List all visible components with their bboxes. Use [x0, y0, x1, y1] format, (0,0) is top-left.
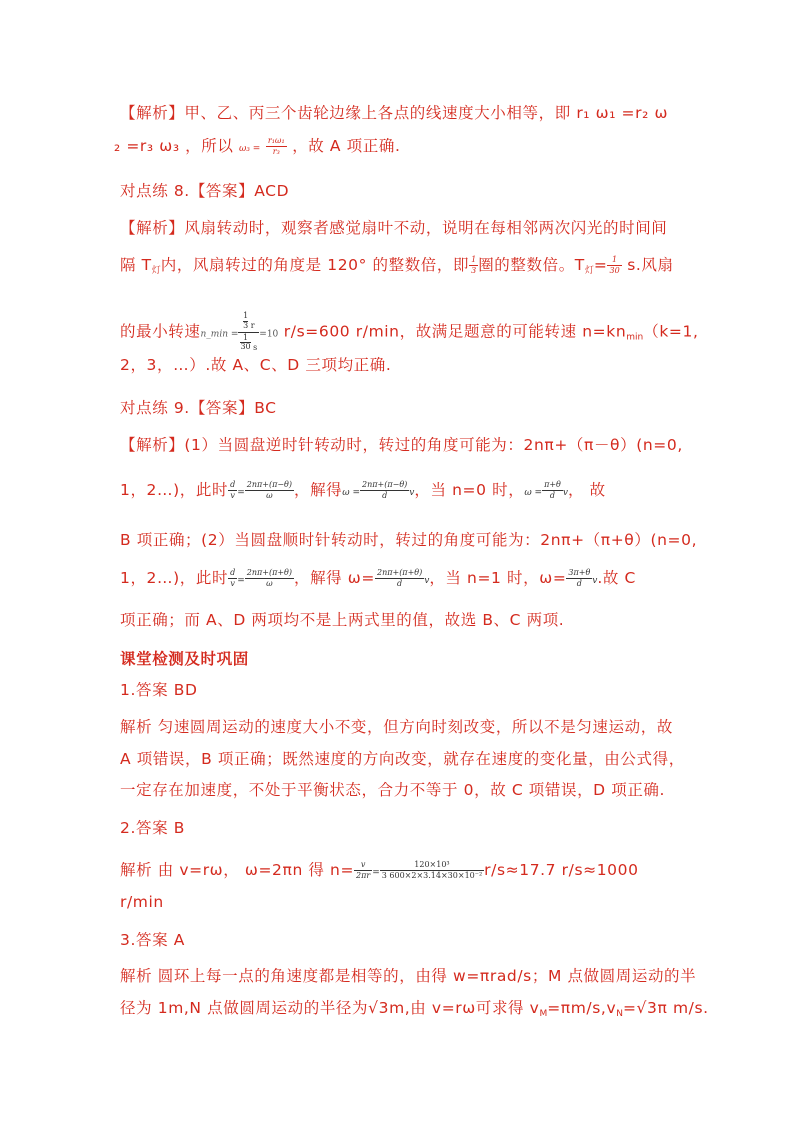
equals: = — [372, 868, 380, 878]
section-heading-text: 课堂检测及时巩固 — [120, 650, 249, 668]
fraction-denominator: ω — [266, 491, 273, 500]
fraction-denominator: 30 — [609, 266, 620, 275]
fraction-denominator: v — [230, 579, 235, 588]
n-min-rhs: =10 — [259, 329, 279, 340]
analysis-text: ，当 n=1 时，ω= — [429, 569, 567, 587]
inner-fraction — [243, 312, 248, 331]
analysis-text: 解析 圆环上每一点的角速度都是相等的，由得 w=πrad/s；M 点做圆周运动的半 — [120, 967, 697, 985]
compound-numerator — [238, 312, 259, 333]
fraction-denominator: r₃ — [272, 147, 280, 156]
analysis-text: r/min — [120, 893, 164, 911]
fraction-denominator: v — [230, 491, 235, 500]
exercise-8-analysis-line-4 — [120, 355, 391, 375]
fraction-numerator: r₁ω₁ — [267, 136, 285, 145]
analysis-text: 【解析】(1）当圆盘逆时针转动时，转过的角度可能为：2nπ+（π－θ）(n=0, — [120, 436, 683, 454]
fraction-r1w1-r3 — [266, 137, 287, 156]
subscript: 灯 — [151, 266, 161, 276]
fraction-numerator: 1 — [607, 256, 621, 266]
analysis-text: 【解析】风扇转动时，观察者感觉扇叶不动，说明在每相邻两次闪光的时间间 — [120, 219, 668, 237]
analysis-text: 项正确；而 A、D 两项均不是上两式里的值，故选 B、C 两项. — [120, 611, 565, 629]
fraction-angle-d — [360, 481, 409, 500]
analysis-gear-line-1 — [120, 103, 668, 123]
analysis-gear-line-2 — [114, 136, 400, 159]
analysis-text: 2，3，…）.故 A、C、D 三项均正确. — [120, 356, 392, 374]
v-factor: v — [409, 488, 415, 498]
fraction-denominator: 3 — [471, 266, 477, 275]
n-min-lhs: n_min = — [200, 329, 239, 340]
fraction-angle-omega — [245, 569, 294, 588]
q2-answer — [120, 818, 185, 838]
analysis-text: 内，风扇转过的角度是 120° 的整数倍，即 — [160, 256, 470, 274]
inner-numerator: 1 — [243, 311, 249, 320]
fraction-denominator: d — [549, 491, 556, 500]
q3-analysis-line-1 — [120, 966, 696, 986]
exercise-8-analysis-line-1 — [120, 218, 667, 238]
analysis-text: ， 故 — [567, 481, 606, 499]
analysis-text: 解析 匀速圆周运动的速度大小不变，但方向时刻改变，所以不是匀速运动，故 — [120, 718, 673, 736]
fraction-pi-plus-theta-d — [542, 481, 563, 500]
analysis-text: 1，2…)，此时 — [120, 569, 229, 587]
analysis-text: = — [593, 256, 608, 274]
fraction-denominator: 2πr — [356, 871, 371, 880]
fraction-d-v — [228, 481, 237, 500]
fraction-numerator: d — [230, 568, 236, 577]
fraction-one-third — [469, 256, 478, 275]
v-factor: v — [592, 576, 598, 586]
fraction-numerator: 120×10³ — [380, 861, 484, 871]
inner-denominator: 3 — [243, 320, 249, 330]
fraction-numerator: d — [230, 480, 236, 489]
inner-numerator: 1 — [240, 334, 250, 344]
analysis-text: ，故 A 项正确. — [292, 137, 401, 155]
q3-answer — [120, 930, 185, 950]
analysis-text: ，解得 ω= — [293, 569, 375, 587]
fraction-numerator: 2nπ+(π+θ) — [376, 568, 423, 577]
v-factor: v — [562, 488, 568, 498]
omega3-lhs: ω₃ = — [239, 144, 261, 154]
exercise-9-analysis-line-3 — [120, 530, 697, 550]
answer-text: 对点练 9.【答案】BC — [120, 399, 277, 417]
analysis-text: 一定存在加速度，不处于平衡状态，合力不等于 0，故 C 项错误，D 项正确. — [120, 781, 666, 799]
fraction-denominator: d — [382, 491, 388, 500]
compound-fraction — [238, 312, 259, 352]
omega-lhs: ω = — [342, 488, 361, 498]
analysis-text: A 项错误，B 项正确；既然速度的方向改变，就存在速度的变化量，由公式得， — [120, 750, 685, 768]
exercise-9-answer — [120, 398, 277, 418]
fraction-numerator: v — [354, 861, 372, 871]
q1-answer — [120, 680, 198, 700]
fraction-denominator: 3 600×2×3.14×30×10⁻² — [381, 871, 483, 880]
analysis-text: s.风扇 — [621, 256, 674, 274]
analysis-text: 1，2…)，此时 — [120, 481, 229, 499]
equals: = — [237, 576, 245, 586]
fraction-numerator: 2nπ+(π−θ) — [362, 480, 408, 489]
subscript: 灯 — [584, 266, 594, 276]
fraction-numerator: 3π+θ — [568, 568, 591, 577]
exercise-9-analysis-line-5 — [120, 610, 564, 630]
q2-analysis-line-2 — [120, 892, 164, 912]
section-heading — [120, 649, 249, 669]
subscript: M — [539, 1009, 548, 1019]
analysis-text: 的最小转速 — [120, 322, 201, 341]
inner-denominator: 30 — [240, 342, 251, 352]
answer-text: 2.答案 B — [120, 819, 185, 837]
fraction-denominator: ω — [266, 579, 273, 588]
analysis-text: r/s≈17.7 r/s≈1000 — [484, 861, 639, 879]
analysis-text: B 项正确；(2）当圆盘顺时针转动时，转过的角度可能为：2nπ+（π+θ）(n=0, — [120, 531, 698, 549]
unit: s — [253, 342, 258, 352]
analysis-text: 径为 1m,N 点做圆周运动的半径为√3m,由 v=rω可求得 v — [120, 999, 540, 1017]
analysis-text: ₂ =r₃ ω₃ ，所以 — [114, 137, 234, 155]
q1-analysis-line-2 — [120, 749, 685, 769]
q2-analysis-line-1 — [120, 860, 639, 883]
fraction-numeric — [380, 861, 484, 880]
answer-text: 对点练 8.【答案】ACD — [120, 182, 290, 200]
fraction-d-v — [228, 569, 237, 588]
inner-fraction — [240, 334, 250, 353]
analysis-text: （k=1, — [643, 322, 699, 341]
exercise-9-analysis-line-2 — [120, 480, 606, 503]
analysis-text: ，解得 — [293, 481, 343, 499]
exercise-8-answer — [120, 181, 289, 201]
analysis-text: 圈的整数倍。T — [478, 256, 585, 274]
answer-text: 1.答案 BD — [120, 681, 198, 699]
analysis-text: =√3π m/s. — [622, 999, 709, 1017]
analysis-text: .故 C — [597, 569, 636, 587]
unit: r — [250, 320, 255, 330]
analysis-text: 隔 T — [120, 256, 152, 274]
fraction-one-thirtieth — [607, 256, 621, 275]
q1-analysis-line-3 — [120, 780, 665, 800]
compound-denominator — [238, 333, 259, 353]
fraction-numerator: 1 — [471, 255, 477, 264]
v-factor: v — [424, 576, 430, 586]
fraction-v-2pir — [354, 861, 372, 880]
subscript: min — [626, 332, 644, 343]
analysis-text: ，当 n=0 时， — [414, 481, 525, 499]
exercise-8-analysis-line-3 — [120, 312, 699, 352]
fraction-angle-d — [375, 569, 424, 588]
omega-lhs: ω = — [524, 488, 543, 498]
fraction-numerator: π+θ — [544, 480, 561, 489]
equals: = — [237, 488, 245, 498]
fraction-3pi-plus-theta-d — [566, 569, 592, 588]
answer-text: 3.答案 A — [120, 931, 185, 949]
analysis-text: =πm/s,v — [547, 999, 617, 1017]
q1-analysis-line-1 — [120, 717, 673, 737]
fraction-numerator: 2nπ+(π+θ) — [246, 568, 292, 577]
exercise-9-analysis-line-1 — [120, 435, 683, 455]
exercise-9-analysis-line-4 — [120, 568, 636, 591]
fraction-numerator: 2nπ+(π−θ) — [246, 480, 292, 489]
subscript: N — [616, 1009, 623, 1019]
q3-analysis-line-2 — [120, 998, 709, 1024]
fraction-denominator: d — [576, 579, 582, 588]
fraction-angle-omega — [245, 481, 294, 500]
fraction-denominator: d — [397, 579, 403, 588]
analysis-text: 【解析】甲、乙、丙三个齿轮边缘上各点的线速度大小相等，即 r₁ ω₁ =r₂ ω — [120, 104, 669, 122]
analysis-text: r/s=600 r/min，故满足题意的可能转速 n=kn — [278, 322, 627, 341]
analysis-text: 解析 由 v=rω， ω=2πn 得 n= — [120, 861, 355, 879]
exercise-8-analysis-line-2 — [120, 255, 674, 281]
